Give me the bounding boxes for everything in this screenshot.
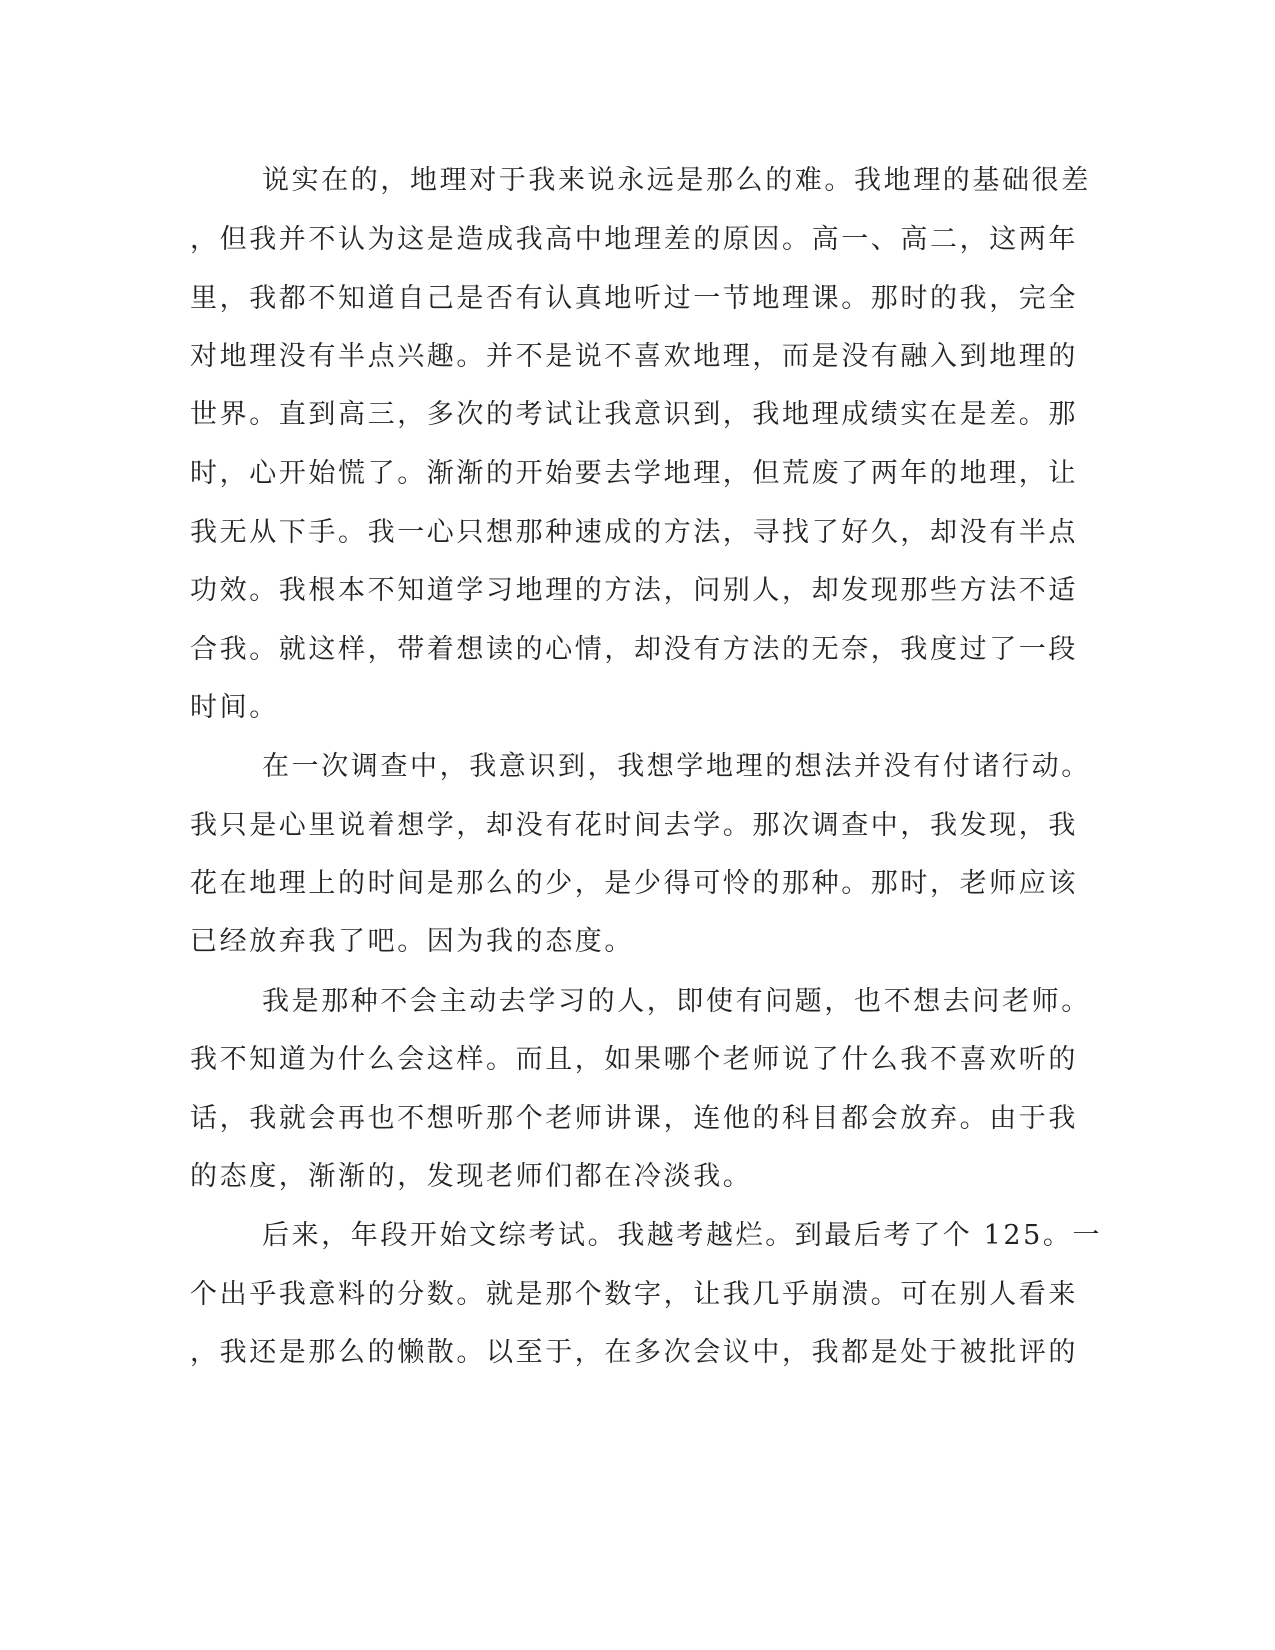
text-line: 对地理没有半点兴趣。并不是说不喜欢地理，而是没有融入到地理的: [190, 341, 1078, 372]
text-line: 我是那种不会主动去学习的人，即使有问题，也不想去问老师。: [262, 986, 1091, 1017]
text-line: 时间。: [190, 692, 279, 723]
text-line: 里，我都不知道自己是否有认真地听过一节地理课。那时的我，完全: [190, 283, 1078, 314]
text-line: 合我。就这样，带着想读的心情，却没有方法的无奈，我度过了一段: [190, 634, 1078, 665]
text-line: 我只是心里说着想学，却没有花时间去学。那次调查中，我发现，我: [190, 810, 1078, 841]
text-line: 花在地理上的时间是那么的少，是少得可怜的那种。那时，老师应该: [190, 868, 1078, 899]
text-line: 世界。直到高三，多次的考试让我意识到，我地理成绩实在是差。那: [190, 399, 1078, 430]
text-line: 我无从下手。我一心只想那种速成的方法，寻找了好久，却没有半点: [190, 517, 1078, 548]
text-line: 后来，年段开始文综考试。我越考越烂。到最后考了个 125。一: [262, 1220, 1103, 1251]
text-line: 个出乎我意料的分数。就是那个数字，让我几乎崩溃。可在别人看来: [190, 1279, 1078, 1310]
text-line: 说实在的，地理对于我来说永远是那么的难。我地理的基础很差: [262, 165, 1091, 196]
text-line: 我不知道为什么会这样。而且，如果哪个老师说了什么我不喜欢听的: [190, 1044, 1078, 1075]
text-line: 功效。我根本不知道学习地理的方法，问别人，却发现那些方法不适: [190, 575, 1078, 606]
text-line: 的态度，渐渐的，发现老师们都在冷淡我。: [190, 1161, 753, 1192]
text-line: 在一次调查中，我意识到，我想学地理的想法并没有付诸行动。: [262, 751, 1091, 782]
text-line: ，我还是那么的懒散。以至于，在多次会议中，我都是处于被批评的: [190, 1337, 1078, 1368]
text-line: 时，心开始慌了。渐渐的开始要去学地理，但荒废了两年的地理，让: [190, 458, 1078, 489]
text-line: ，但我并不认为这是造成我高中地理差的原因。高一、高二，这两年: [190, 224, 1078, 255]
text-line: 已经放弃我了吧。因为我的态度。: [190, 926, 634, 957]
text-line: 话，我就会再也不想听那个老师讲课，连他的科目都会放弃。由于我: [190, 1103, 1078, 1134]
